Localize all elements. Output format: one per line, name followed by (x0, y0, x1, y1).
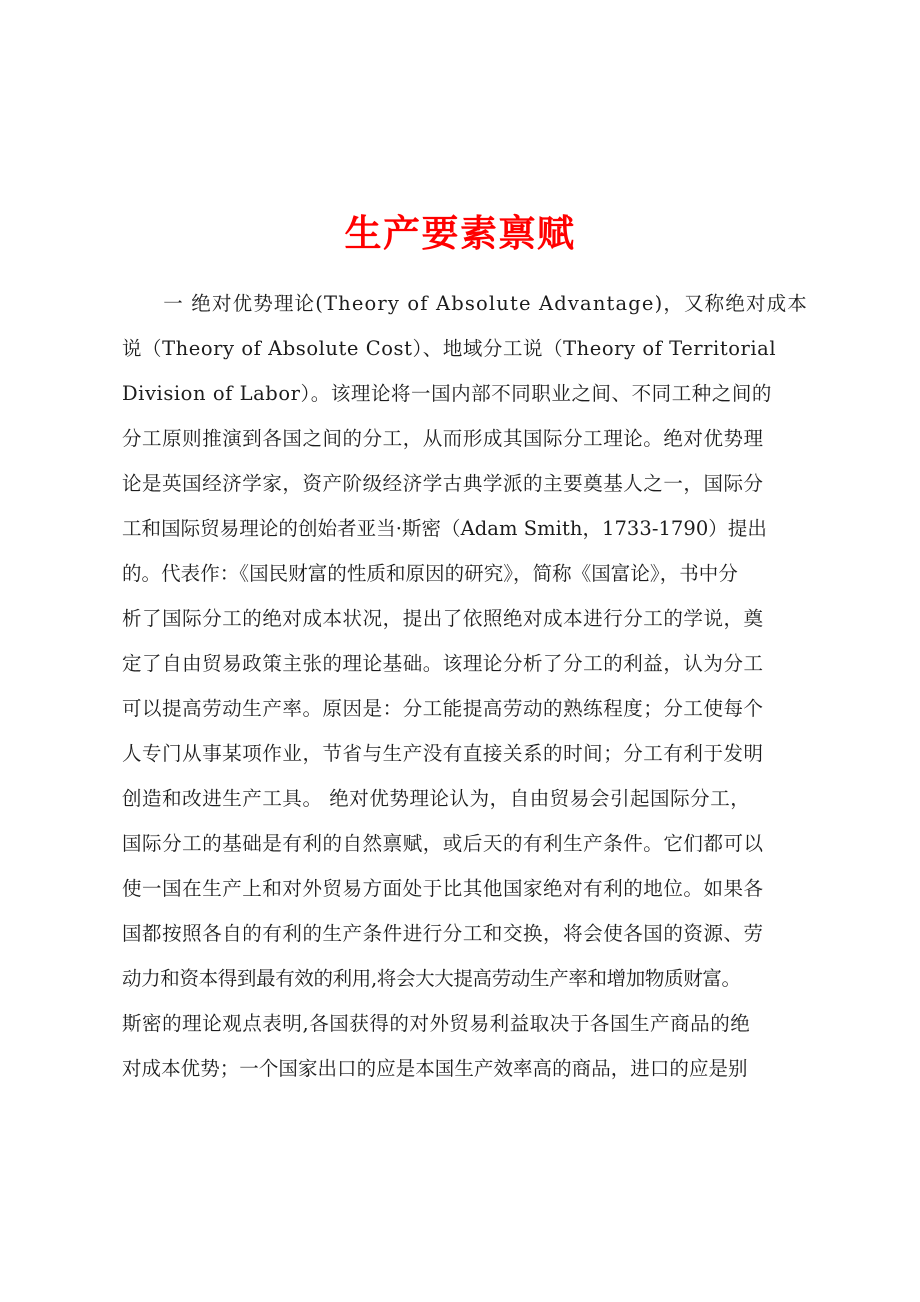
body-line: 析了国际分工的绝对成本状况，提出了依照绝对成本进行分工的学说，奠 (122, 607, 764, 630)
body-text (122, 281, 812, 1091)
page-title: 生产要素禀赋 (344, 211, 576, 255)
body-line: Division of Labor）。该理论将一国内部不同职业之间、不同工种之间的 (122, 382, 772, 405)
body-line: 一 绝对优势理论(Theory of Absolute Advantage)，又称绝对成本 (122, 292, 808, 315)
body-line: 使一国在生产上和对外贸易方面处于比其他国家绝对有利的地位。如果各 (122, 877, 764, 900)
body-line: 可以提高劳动生产率。原因是：分工能提高劳动的熟练程度；分工使每个 (122, 697, 764, 720)
body-line: 论是英国经济学家，资产阶级经济学古典学派的主要奠基人之一，国际分 (122, 472, 764, 495)
body-line: 国都按照各自的有利的生产条件进行分工和交换，将会使各国的资源、劳 (122, 922, 764, 945)
body-line: 国际分工的基础是有利的自然禀赋，或后天的有利生产条件。它们都可以 (122, 832, 764, 855)
body-line: 定了自由贸易政策主张的理论基础。该理论分析了分工的利益，认为分工 (122, 652, 764, 675)
body-line: 创造和改进生产工具。 绝对优势理论认为，自由贸易会引起国际分工， (122, 787, 751, 810)
body-line: 人专门从事某项作业，节省与生产没有直接关系的时间；分工有利于发明 (122, 742, 764, 765)
body-line: 对成本优势；一个国家出口的应是本国生产效率高的商品，进口的应是别 (122, 1057, 748, 1080)
body-line: 的。代表作：《国民财富的性质和原因的研究》，简称《国富论》，书中分 (122, 562, 738, 585)
body-line: 动力和资本得到最有效的利用,将会大大提高劳动生产率和增加物质财富。 (122, 967, 741, 990)
body-line: 工和国际贸易理论的创始者亚当·斯密（Adam Smith，1733-1790）提出 (122, 517, 767, 540)
body-line: 斯密的理论观点表明,各国获得的对外贸易利益取决于各国生产商品的绝 (122, 1012, 751, 1035)
body-line: 分工原则推演到各国之间的分工，从而形成其国际分工理论。绝对优势理 (122, 427, 764, 450)
body-line: 说（Theory of Absolute Cost）、地域分工说（Theory of Territorial (122, 337, 777, 360)
